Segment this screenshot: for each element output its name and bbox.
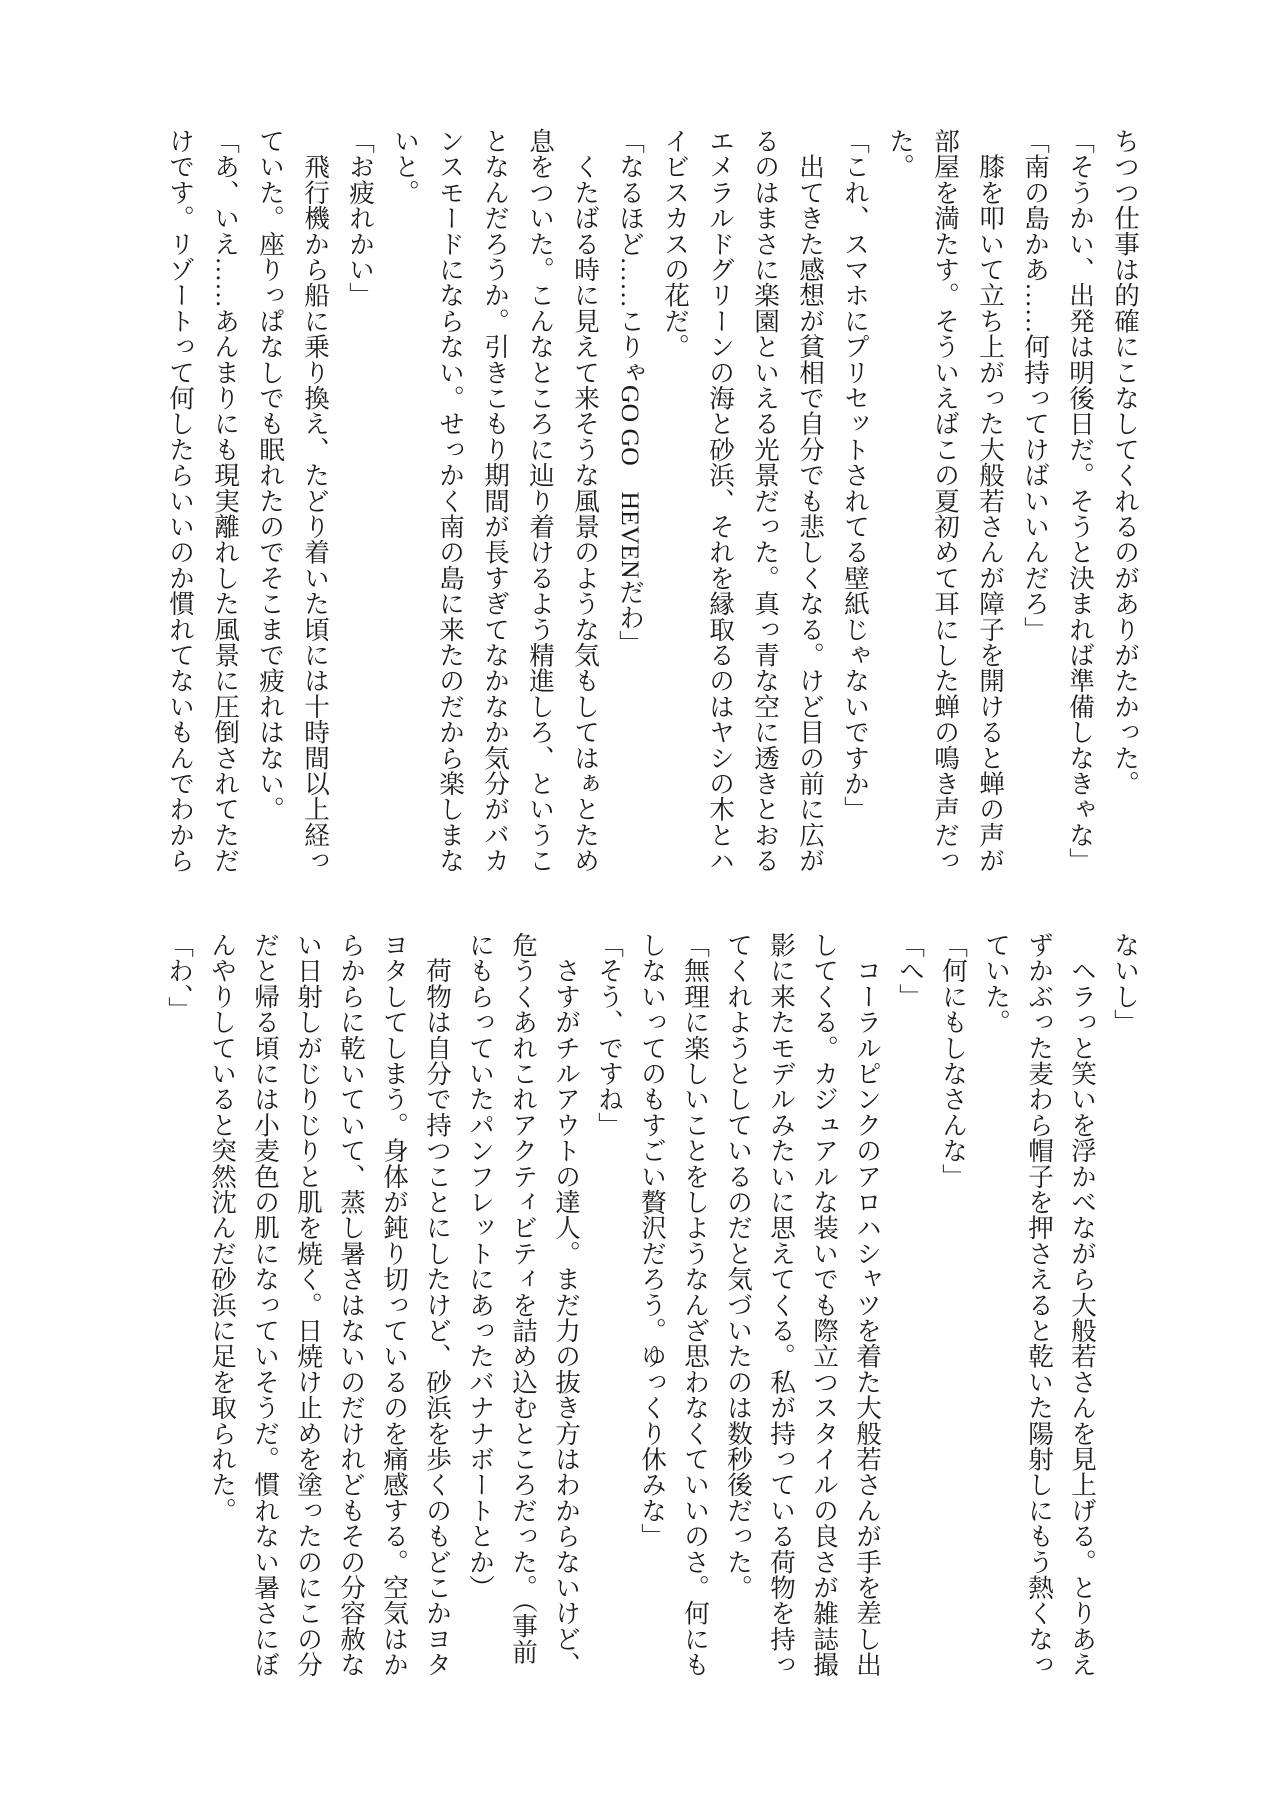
- text-line-bottom: 危うくあれこれアクティビティを詰め込むところだった。（事前: [509, 932, 538, 1665]
- text-block-top: [158, 128, 1148, 876]
- text-line-top: 「これ、スマホにプリセットされてる壁紙じゃないですか」: [841, 128, 870, 822]
- text-line-top: エメラルドグリーンの海と砂浜、それを縁取るのはヤシの木とハ: [706, 128, 735, 874]
- text-line-top: 「なるほど……こりゃGO GO HEVENだわ」: [616, 128, 645, 656]
- text-line-top: 「そうかい、出発は明後日だ。そうと決まれば準備しなきゃな」: [1066, 128, 1095, 874]
- text-line-bottom: てくれようとしているのだと気づいたのは数秒後だった。: [724, 932, 753, 1601]
- text-line-bottom: い日射しがじりじりと肌を焼く。日焼け止めを塗ったのにこの分: [294, 932, 323, 1678]
- text-line-top: イビスカスの花だ。: [661, 128, 690, 360]
- text-line-top: 「南の島かあ……何持ってけばいいんだろ」: [1021, 128, 1050, 642]
- text-line-top: いと。: [391, 128, 420, 206]
- text-line-bottom: んやりしていると突然沈んだ砂浜に足を取られた。: [208, 932, 237, 1524]
- text-line-top: 膝を叩いて立ち上がった大般若さんが障子を開けると蝉の声が: [976, 128, 1005, 874]
- text-block-bottom: [158, 932, 1147, 1680]
- text-line-bottom: ずかぶった麦わら帽子を押さえると乾いた陽射しにもう熱くなっ: [1025, 932, 1054, 1678]
- text-line-bottom: ていた。: [982, 932, 1011, 1035]
- text-line-top: た。: [886, 128, 915, 180]
- text-line-top: 部屋を満たす。そういえばこの夏初めて耳にした蝉の鳴き声だっ: [931, 128, 960, 874]
- text-line-bottom: 「何にもしなさんな」: [939, 932, 968, 1189]
- text-line-top: となんだろうか。引きこもり期間が長すぎてなかなか気分がバカ: [481, 128, 510, 874]
- text-line-bottom: ないし」: [1111, 932, 1140, 1035]
- text-line-bottom: ヘラっと笑いを浮かべながら大般若さんを見上げる。とりあえ: [1068, 932, 1097, 1678]
- text-line-top: 「お疲れかい」: [346, 128, 375, 308]
- text-line-bottom: コーラルピンクのアロハシャツを着た大般若さんが手を差し出: [853, 932, 882, 1678]
- text-line-top: くたばる時に見えて来そうな風景のような気もしてはぁとため: [571, 128, 600, 874]
- text-line-top: ていた。座りっぱなしでも眠れたのでそこまで疲れはない。: [256, 128, 285, 822]
- text-line-top: 飛行機から船に乗り換え、たどり着いた頃には十時間以上経っ: [301, 128, 330, 874]
- text-line-top: けです。リゾートって何したらいいのか慣れてないもんでわから: [166, 128, 195, 874]
- text-line-bottom: してくる。カジュアルな装いでも際立つスタイルの良さが雑誌撮: [810, 932, 839, 1678]
- text-line-bottom: しないってのもすごい贅沢だろう。ゆっくり休みな」: [638, 932, 667, 1549]
- text-line-top: 出てきた感想が貧相で自分でも悲しくなる。けど目の前に広が: [796, 128, 825, 874]
- text-line-top: 息をついた。こんなところに辿り着けるよう精進しろ、というこ: [526, 128, 555, 874]
- text-line-bottom: 「わ、」: [165, 932, 194, 1022]
- text-line-bottom: にもらっていたパンフレットにあったバナナボートとか）: [466, 932, 495, 1601]
- text-line-bottom: 「無理に楽しいことをしようなんざ思わなくていいのさ。何にも: [681, 932, 710, 1678]
- text-line-top: ちつつ仕事は的確にこなしてくれるのがありがたかった。: [1111, 128, 1140, 797]
- text-line-bottom: 荷物は自分で持つことにしたけど、砂浜を歩くのもどこかヨタ: [423, 932, 452, 1678]
- text-line-bottom: らからに乾いていて、蒸し暑さはないのだけれどもその分容赦な: [337, 932, 366, 1678]
- text-line-bottom: 影に来たモデルみたいに思えてくる。私が持っている荷物を持っ: [767, 932, 796, 1678]
- text-line-bottom: ヨタしてしまう。身体が鈍り切っているのを痛感する。空気はか: [380, 932, 409, 1678]
- text-line-top: 「あ、いえ……あんまりにも現実離れした風景に圧倒されてただ: [211, 128, 240, 874]
- text-line-bottom: だと帰る頃には小麦色の肌になっていそうだ。慣れない暑さにぼ: [251, 932, 280, 1678]
- text-line-top: るのはまさに楽園といえる光景だった。真っ青な空に透きとおる: [751, 128, 780, 874]
- text-line-top: ンスモードにならない。せっかく南の島に来たのだから楽しまな: [436, 128, 465, 874]
- text-line-bottom: 「そう、ですね」: [595, 932, 624, 1138]
- text-line-bottom: 「へ」: [896, 932, 925, 1010]
- text-line-bottom: さすがチルアウトの達人。まだ力の抜き方はわからないけど、: [552, 932, 581, 1678]
